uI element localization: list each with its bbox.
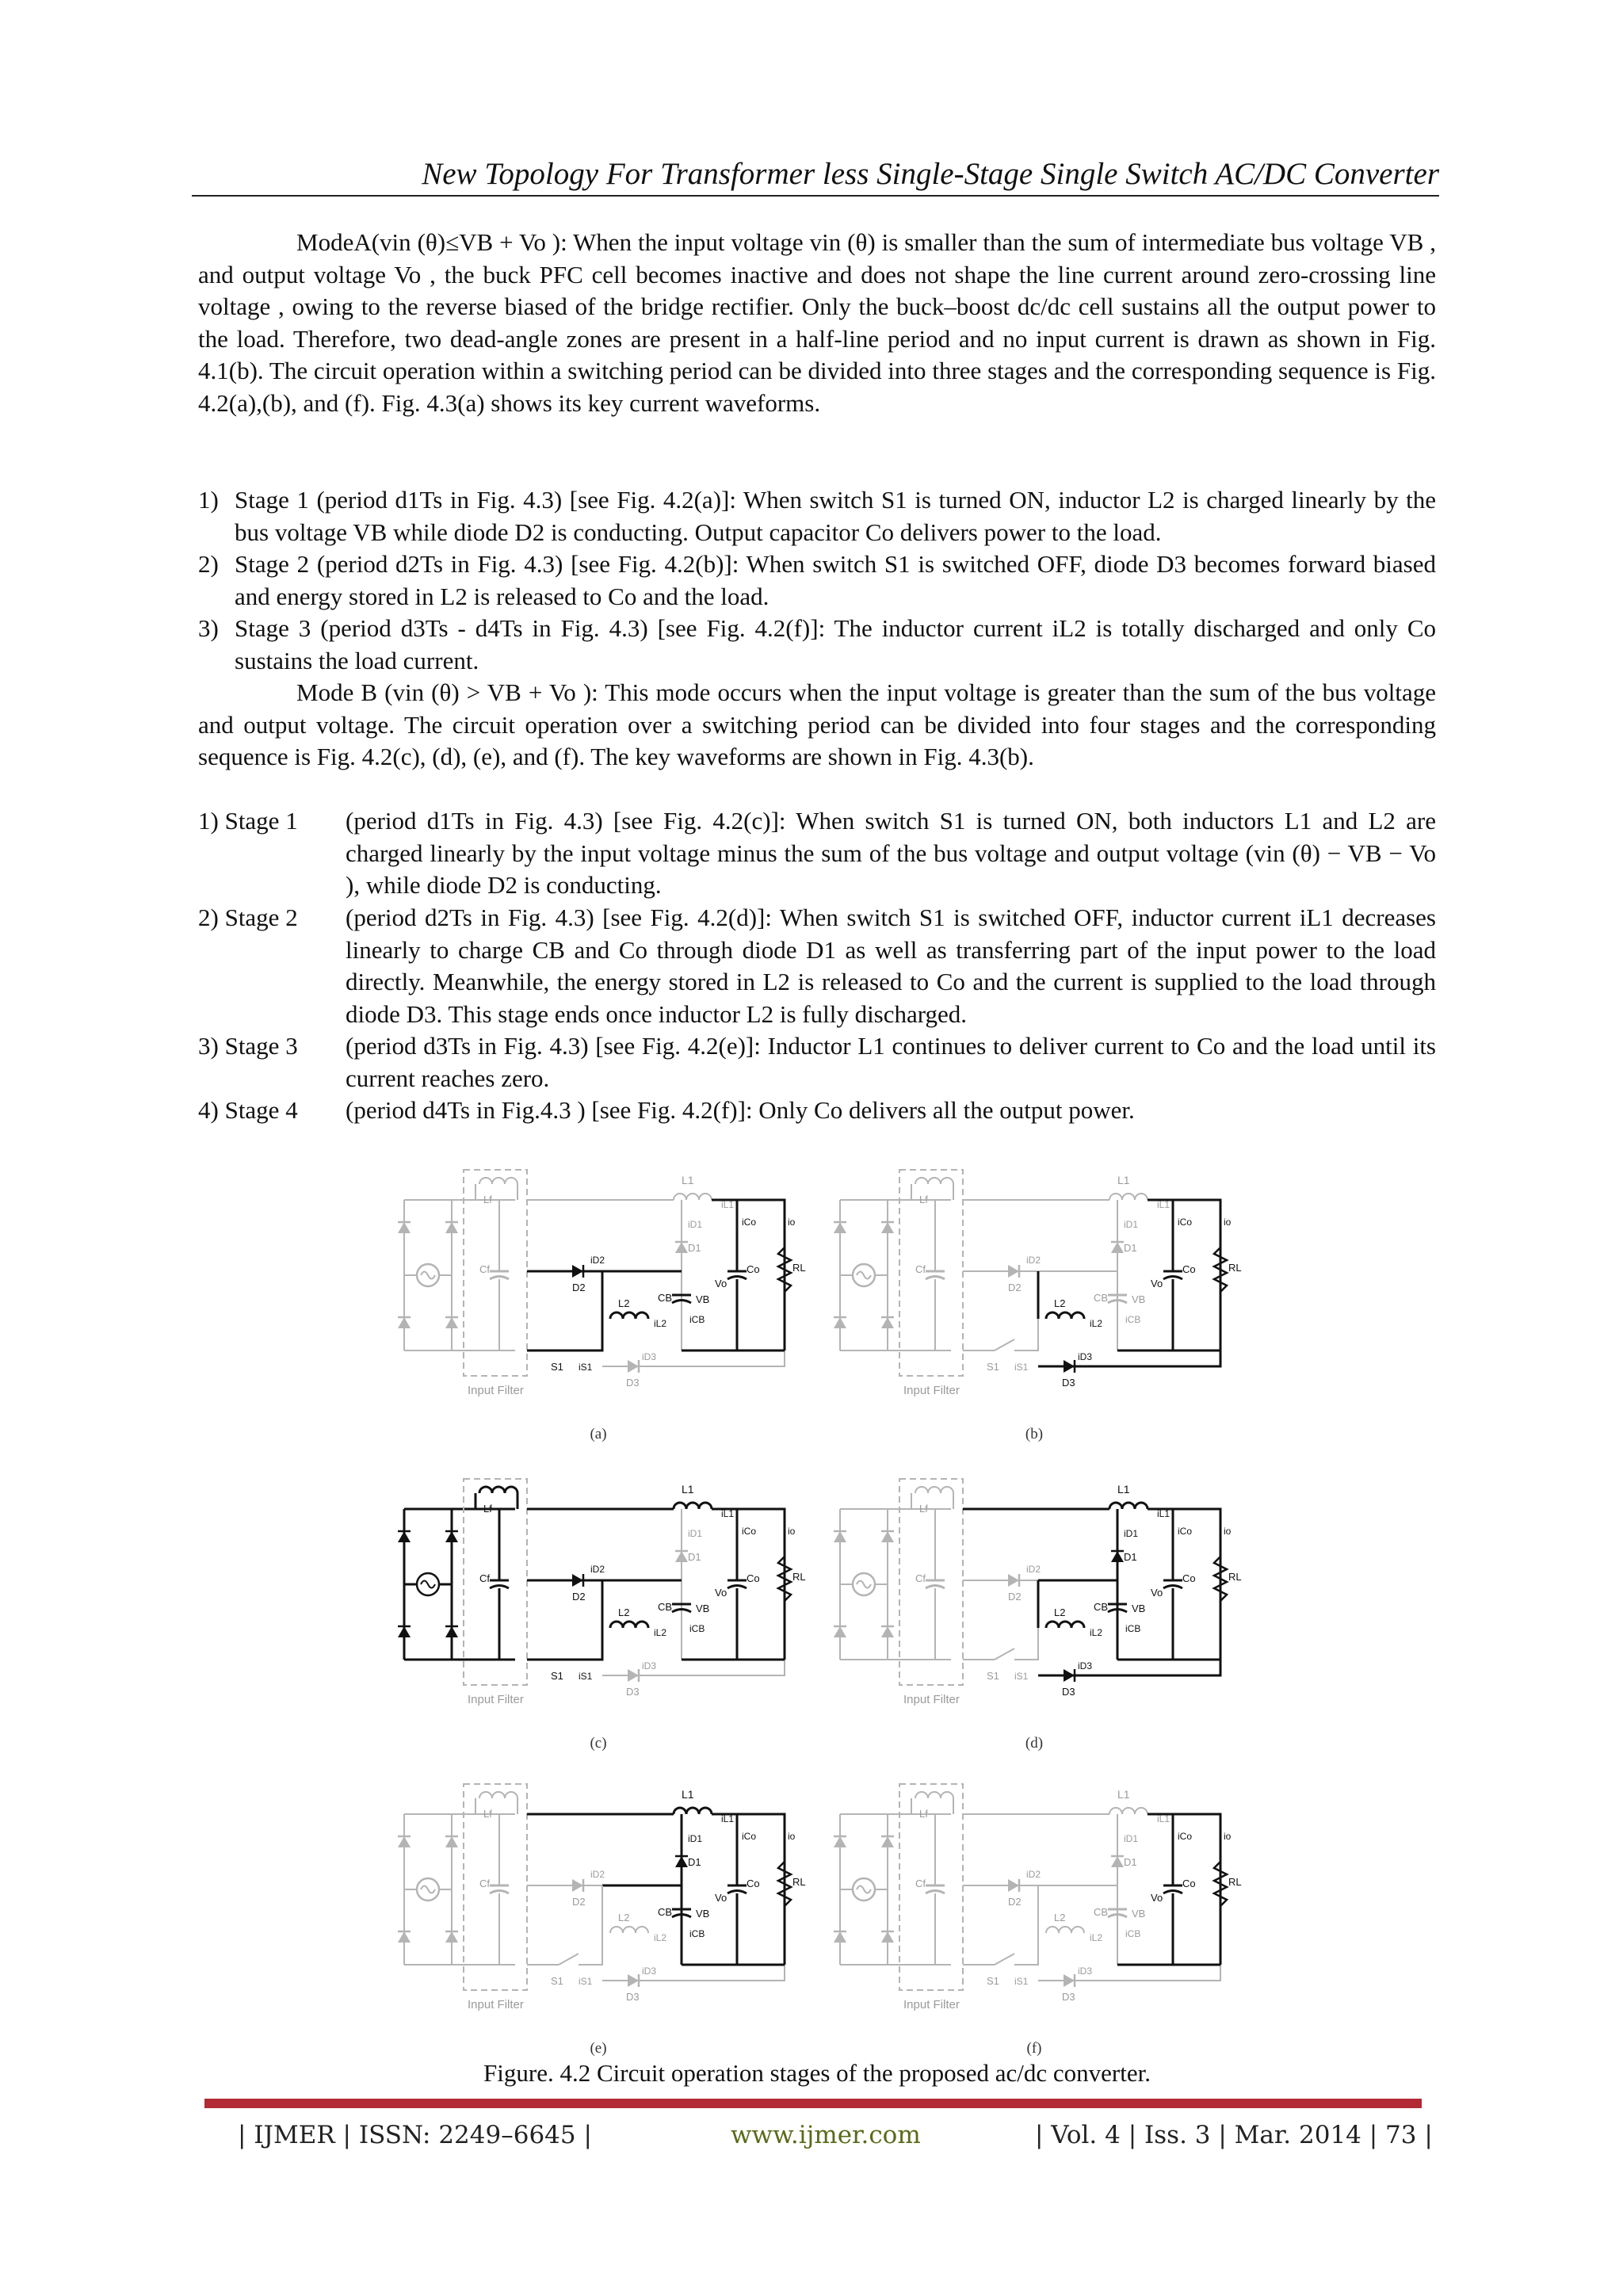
io-label: io: [1224, 1217, 1232, 1228]
d3-label: D3: [1062, 1686, 1075, 1698]
cf-label: Cf: [479, 1878, 490, 1889]
d2-label: D2: [572, 1896, 586, 1908]
id1-label: iD1: [688, 1528, 703, 1539]
d3-label: D3: [1062, 1377, 1075, 1389]
d2-diode: [1008, 1574, 1019, 1587]
footer-bar: [204, 2099, 1422, 2108]
cb-label: CB: [1094, 1601, 1109, 1613]
circuit-diagram: [824, 1767, 1244, 2040]
d3-label: D3: [626, 1377, 640, 1389]
s1-switch: [559, 1954, 579, 1965]
list-number: 3): [198, 614, 219, 642]
input-filter-label: Input Filter: [468, 1384, 524, 1397]
list-text: Stage 2 (period d2Ts in Fig. 4.3) [see Fig. 4.2(b)]: When switch S1 is switched OFF, diode D3 becomes forward biased and energy stored in L2 is released to Co and the load.: [235, 550, 1436, 610]
input-filter-label: Input Filter: [468, 1693, 524, 1706]
d1-label: D1: [688, 1242, 701, 1254]
l1-coil: [1109, 1194, 1148, 1200]
d3-diode: [628, 1974, 639, 1987]
l1-coil: [674, 1503, 712, 1509]
l1-coil: [674, 1808, 712, 1814]
mode-b-stage-1: [198, 805, 1436, 902]
co-cap-plate-bottom: [1163, 1277, 1182, 1280]
il1-label: iL1: [721, 1813, 735, 1824]
s1-right-wire: [1014, 1319, 1038, 1350]
cb-label: CB: [658, 1906, 673, 1918]
id2-label: iD2: [1026, 1255, 1041, 1266]
d2-label: D2: [1008, 1896, 1022, 1908]
io-label: io: [1224, 1526, 1232, 1537]
cb-label: CB: [1094, 1292, 1109, 1304]
icb-label: iCB: [689, 1928, 705, 1939]
bridge-diode-1: [398, 1222, 411, 1233]
icb-label: iCB: [689, 1623, 705, 1634]
d2-diode: [572, 1574, 583, 1587]
cf-label: Cf: [479, 1572, 490, 1584]
bridge-diode-1: [398, 1836, 411, 1847]
ico-label: iCo: [1178, 1217, 1193, 1228]
is1-label: iS1: [1014, 1976, 1029, 1987]
d1-label: D1: [1124, 1242, 1137, 1254]
id3-label: iD3: [642, 1660, 657, 1671]
d2-label: D2: [572, 1282, 586, 1293]
bridge-diode-2: [834, 1626, 846, 1637]
id2-label: iD2: [1026, 1869, 1041, 1880]
lf-label: Lf: [483, 1808, 492, 1820]
l1-coil: [1109, 1808, 1148, 1814]
id2-label: iD2: [590, 1869, 605, 1880]
bridge-diode-2: [834, 1931, 846, 1943]
cf-label: Cf: [915, 1263, 926, 1275]
id1-label: iD1: [1124, 1833, 1139, 1844]
l1-label: L1: [1117, 1174, 1130, 1186]
co-label: Co: [1182, 1263, 1196, 1275]
d2-label: D2: [572, 1591, 586, 1603]
d1-diode: [1111, 1551, 1124, 1562]
panel-label: (c): [590, 1735, 607, 1752]
il1-label: iL1: [1157, 1813, 1170, 1824]
vb-label: VB: [696, 1908, 710, 1920]
il2-label: iL2: [1090, 1318, 1103, 1329]
input-filter-label: Input Filter: [903, 1384, 960, 1397]
id1-label: iD1: [688, 1833, 703, 1844]
il2-label: iL2: [1090, 1627, 1103, 1638]
l2-coil: [1046, 1312, 1084, 1319]
stage-text: (period d2Ts in Fig. 4.3) [see Fig. 4.2(d)]: When switch S1 is switched OFF, inductor current iL1 decreases linearly to charge CB and Co through diode D1 as well as transferring part of the input power to the load directly. Meanwhile, the energy stored in L2 is released to Co and the current is supplied to the load through diode D3. This stage ends once inductor L2 is fully discharged.: [346, 904, 1436, 1028]
co-cap-plate-bottom: [1163, 1586, 1182, 1589]
is1-label: iS1: [1014, 1362, 1029, 1373]
lf-coil: [479, 1487, 517, 1493]
list-number: 1): [198, 486, 219, 514]
l1-coil: [674, 1194, 712, 1200]
bridge-diode-2: [398, 1317, 411, 1328]
cf-label: Cf: [915, 1572, 926, 1584]
mode-b-stage-4: [198, 1095, 1436, 1127]
s1-right-wire: [579, 1319, 602, 1350]
bridge-diode-3: [445, 1836, 458, 1847]
icb-label: iCB: [689, 1314, 705, 1325]
co-label: Co: [1182, 1572, 1196, 1584]
d2-diode: [1008, 1879, 1019, 1892]
vo-label: Vo: [1151, 1892, 1163, 1904]
ico-label: iCo: [1178, 1831, 1193, 1842]
bridge-diode-3: [881, 1531, 894, 1542]
cb-label: CB: [658, 1292, 673, 1304]
bridge-diode-2: [834, 1317, 846, 1328]
bridge-diode-1: [834, 1222, 846, 1233]
d1-diode: [1111, 1856, 1124, 1867]
panel-label: (a): [590, 1426, 607, 1442]
vo-label: Vo: [1151, 1587, 1163, 1599]
d3-label: D3: [1062, 1991, 1075, 2003]
is1-label: iS1: [579, 1671, 593, 1682]
bridge-diode-4: [445, 1931, 458, 1943]
lf-coil: [915, 1487, 953, 1493]
id2-label: iD2: [590, 1564, 605, 1575]
d2-label: D2: [1008, 1591, 1022, 1603]
s1-label: S1: [551, 1975, 563, 1987]
vo-label: Vo: [715, 1892, 727, 1904]
s1-switch: [995, 1954, 1014, 1965]
io-label: io: [788, 1526, 796, 1537]
id3-label: iD3: [642, 1351, 657, 1362]
stage-label: 3) Stage 3: [198, 1032, 298, 1060]
cf-cap-plate-bottom: [926, 1891, 945, 1894]
bridge-diode-1: [834, 1836, 846, 1847]
vb-label: VB: [696, 1603, 710, 1614]
l2-label: L2: [618, 1912, 630, 1924]
rl-label: RL: [792, 1262, 806, 1274]
co-label: Co: [1182, 1878, 1196, 1889]
input-filter-label: Input Filter: [468, 1998, 524, 2011]
panel-label: (d): [1025, 1735, 1044, 1752]
l2-coil: [1046, 1927, 1084, 1933]
circuit-diagram: [388, 1461, 808, 1735]
d2-diode: [1008, 1265, 1019, 1278]
mode-b-stage-3: [198, 1030, 1436, 1095]
id1-label: iD1: [1124, 1219, 1139, 1230]
bridge-diode-3: [445, 1222, 458, 1233]
mode-a-stage-1: [198, 484, 1436, 548]
d1-label: D1: [688, 1551, 701, 1563]
vb-label: VB: [1132, 1293, 1146, 1305]
vo-label: Vo: [715, 1587, 727, 1599]
running-header: New Topology For Transformer less Single-Stage Single Switch AC/DC Converter: [422, 157, 1439, 191]
panel-label: (b): [1025, 1426, 1044, 1442]
io-label: io: [1224, 1831, 1232, 1842]
mode-b-stage-2: [198, 902, 1436, 1030]
d1-diode: [675, 1242, 688, 1253]
input-filter-label: Input Filter: [903, 1998, 960, 2011]
icb-label: iCB: [1125, 1623, 1141, 1634]
vo-label: Vo: [1151, 1278, 1163, 1289]
stage-label: 4) Stage 4: [198, 1096, 298, 1124]
d1-label: D1: [688, 1856, 701, 1868]
bridge-diode-3: [881, 1836, 894, 1847]
l2-label: L2: [1054, 1297, 1066, 1309]
mode-b-paragraph: Mode B (vin (θ) > VB + Vo ): This mode occurs when the input voltage is greater than the sum of the bus voltage and output voltage. The circuit operation over a switching period can be divided into four stages and the corresponding sequence is Fig. 4.2(c), (d), (e), and (f). The key waveforms are shown in Fig. 4.3(b).: [198, 678, 1436, 770]
l2-coil: [610, 1927, 648, 1933]
co-cap-plate-bottom: [727, 1586, 747, 1589]
s1-right-wire: [579, 1933, 602, 1965]
vb-label: VB: [1132, 1908, 1146, 1920]
ico-label: iCo: [742, 1526, 757, 1537]
lf-label: Lf: [919, 1808, 928, 1820]
rl-label: RL: [792, 1876, 806, 1888]
s1-label: S1: [551, 1670, 563, 1682]
mode-a-stage-2: [198, 548, 1436, 613]
circuit-panel-f: [824, 1767, 1244, 2060]
il2-label: iL2: [654, 1318, 667, 1329]
input-filter-label: Input Filter: [903, 1693, 960, 1706]
footer-url[interactable]: www.ijmer.com: [731, 2121, 921, 2149]
id2-label: iD2: [1026, 1564, 1041, 1575]
bridge-diode-4: [445, 1317, 458, 1328]
d3-diode: [1064, 1974, 1075, 1987]
panel-label: (e): [590, 2040, 607, 2057]
lf-coil: [915, 1792, 953, 1798]
bridge-diode-2: [398, 1931, 411, 1943]
list-number: 2): [198, 550, 219, 578]
id3-label: iD3: [1078, 1351, 1093, 1362]
lf-label: Lf: [919, 1194, 928, 1205]
l2-label: L2: [1054, 1912, 1066, 1924]
list-text: Stage 3 (period d3Ts - d4Ts in Fig. 4.3) [see Fig. 4.2(f)]: The inductor current iL2 is totally discharged and only Co sustains the load current.: [235, 614, 1436, 674]
ico-label: iCo: [742, 1217, 757, 1228]
d3-diode: [628, 1360, 639, 1373]
stage-text: (period d1Ts in Fig. 4.3) [see Fig. 4.2(c)]: When switch S1 is turned ON, both inductors L1 and L2 are charged linearly by the input voltage minus the sum of the bus voltage and output voltage (vin (θ) − VB − Vo ), while diode D2 is conducting.: [346, 807, 1436, 899]
mode-a-paragraph: ModeA(vin (θ)≤VB + Vo ): When the input voltage vin (θ) is smaller than the sum of intermediate bus voltage VB , and output voltage Vo , the buck PFC cell becomes inactive and does not shape the line current around zero-crossing line voltage , owing to the reverse biased of the bridge rectifier. Only the buck–boost dc/dc cell sustains all the output power to the load. Therefore, two dead-angle zones are present in a half-line period and no input current is drawn as shown in Fig. 4.1(b). The circuit operation within a switching period can be divided into three stages and the corresponding sequence is Fig. 4.2(a),(b), and (f). Fig. 4.3(a) shows its key current waveforms.: [198, 228, 1436, 417]
bridge-diode-3: [881, 1222, 894, 1233]
co-label: Co: [747, 1263, 760, 1275]
id3-label: iD3: [1078, 1966, 1093, 1977]
bridge-diode-4: [881, 1626, 894, 1637]
stage-label: 2) Stage 2: [198, 904, 298, 931]
circuit-panel-d: [824, 1461, 1244, 1755]
lf-coil: [915, 1178, 953, 1184]
cb-label: CB: [658, 1601, 673, 1613]
s1-right-wire: [1014, 1628, 1038, 1660]
l2-label: L2: [1054, 1606, 1066, 1618]
header-rule: [192, 195, 1439, 197]
co-label: Co: [747, 1572, 760, 1584]
id2-label: iD2: [590, 1255, 605, 1266]
lf-coil: [479, 1792, 517, 1798]
mode-a-stage-3: [198, 613, 1436, 677]
s1-right-wire: [1014, 1933, 1038, 1965]
cf-label: Cf: [915, 1878, 926, 1889]
d3-diode: [1064, 1360, 1075, 1373]
rl-label: RL: [1228, 1876, 1242, 1888]
d1-diode: [1111, 1242, 1124, 1253]
s1-right-wire: [579, 1628, 602, 1660]
lf-label: Lf: [483, 1194, 492, 1205]
cf-cap-plate-bottom: [490, 1277, 509, 1280]
rl-label: RL: [1228, 1262, 1242, 1274]
lf-label: Lf: [919, 1503, 928, 1515]
s1-label: S1: [987, 1975, 999, 1987]
bridge-diode-1: [834, 1531, 846, 1542]
vo-label: Vo: [715, 1278, 727, 1289]
figure-caption: Figure. 4.2 Circuit operation stages of the proposed ac/dc converter.: [483, 2059, 1151, 2087]
bridge-diode-3: [445, 1531, 458, 1542]
footer-journal: | IJMER | ISSN: 2249–6645 |: [238, 2121, 592, 2149]
icb-label: iCB: [1125, 1928, 1141, 1939]
co-label: Co: [747, 1878, 760, 1889]
ico-label: iCo: [1178, 1526, 1193, 1537]
l2-coil: [1046, 1622, 1084, 1628]
co-cap-plate-bottom: [727, 1277, 747, 1280]
is1-label: iS1: [579, 1976, 593, 1987]
panel-label: (f): [1026, 2040, 1042, 2057]
s1-label: S1: [987, 1670, 999, 1682]
circuit-panel-a: [388, 1152, 808, 1446]
il1-label: iL1: [1157, 1508, 1170, 1519]
d3-label: D3: [626, 1991, 640, 2003]
circuit-panel-e: [388, 1767, 808, 2060]
d1-label: D1: [1124, 1856, 1137, 1868]
d1-diode: [675, 1856, 688, 1867]
vb-label: VB: [696, 1293, 710, 1305]
bridge-diode-4: [445, 1626, 458, 1637]
id3-label: iD3: [1078, 1660, 1093, 1671]
circuit-diagram: [824, 1461, 1244, 1735]
l2-label: L2: [618, 1606, 630, 1618]
id3-label: iD3: [642, 1966, 657, 1977]
d3-diode: [1064, 1669, 1075, 1682]
l1-coil: [1109, 1503, 1148, 1509]
il2-label: iL2: [654, 1932, 667, 1943]
co-cap-plate-bottom: [1163, 1891, 1182, 1894]
s1-label: S1: [551, 1361, 563, 1373]
ico-label: iCo: [742, 1831, 757, 1842]
l1-label: L1: [1117, 1483, 1130, 1496]
lf-coil: [479, 1178, 517, 1184]
d2-label: D2: [1008, 1282, 1022, 1293]
lf-label: Lf: [483, 1503, 492, 1515]
cb-label: CB: [1094, 1906, 1109, 1918]
s1-switch: [995, 1339, 1014, 1350]
list-text: Stage 1 (period d1Ts in Fig. 4.3) [see Fig. 4.2(a)]: When switch S1 is turned ON, inductor L2 is charged linearly by the bus voltage VB while diode D2 is conducting. Output capacitor Co delivers power to the load.: [235, 486, 1436, 546]
l1-label: L1: [682, 1788, 694, 1801]
circuit-diagram: [388, 1152, 808, 1426]
il2-label: iL2: [1090, 1932, 1103, 1943]
circuit-figure: [388, 1152, 1244, 2060]
d1-diode: [675, 1551, 688, 1562]
stage-label: 1) Stage 1: [198, 807, 298, 835]
bridge-diode-4: [881, 1317, 894, 1328]
is1-label: iS1: [1014, 1671, 1029, 1682]
l1-label: L1: [682, 1483, 694, 1496]
il1-label: iL1: [721, 1199, 735, 1210]
l2-label: L2: [618, 1297, 630, 1309]
l2-coil: [610, 1622, 648, 1628]
rl-label: RL: [1228, 1571, 1242, 1583]
cf-cap-plate-bottom: [490, 1891, 509, 1894]
d2-diode: [572, 1265, 583, 1278]
d3-diode: [628, 1669, 639, 1682]
vb-label: VB: [1132, 1603, 1146, 1614]
l2-coil: [610, 1312, 648, 1319]
s1-label: S1: [987, 1361, 999, 1373]
l1-label: L1: [1117, 1788, 1130, 1801]
io-label: io: [788, 1831, 796, 1842]
d3-label: D3: [626, 1686, 640, 1698]
stage-text: (period d4Ts in Fig.4.3 ) [see Fig. 4.2(f)]: Only Co delivers all the output power.: [346, 1096, 1135, 1124]
stage-text: (period d3Ts in Fig. 4.3) [see Fig. 4.2(e)]: Inductor L1 continues to deliver current to Co and the load until its current reaches zero.: [346, 1032, 1436, 1092]
cf-cap-plate-bottom: [926, 1277, 945, 1280]
d2-diode: [572, 1879, 583, 1892]
il1-label: iL1: [1157, 1199, 1170, 1210]
cf-cap-plate-bottom: [490, 1586, 509, 1589]
il1-label: iL1: [721, 1508, 735, 1519]
co-cap-plate-bottom: [727, 1891, 747, 1894]
icb-label: iCB: [1125, 1314, 1141, 1325]
d1-label: D1: [1124, 1551, 1137, 1563]
circuit-diagram: [388, 1767, 808, 2040]
id1-label: iD1: [688, 1219, 703, 1230]
rl-label: RL: [792, 1571, 806, 1583]
bridge-diode-1: [398, 1531, 411, 1542]
id1-label: iD1: [1124, 1528, 1139, 1539]
s1-switch: [995, 1648, 1014, 1660]
cf-cap-plate-bottom: [926, 1586, 945, 1589]
cf-label: Cf: [479, 1263, 490, 1275]
l1-label: L1: [682, 1174, 694, 1186]
bridge-diode-4: [881, 1931, 894, 1943]
circuit-diagram: [824, 1152, 1244, 1426]
circuit-panel-b: [824, 1152, 1244, 1446]
circuit-panel-c: [388, 1461, 808, 1755]
il2-label: iL2: [654, 1627, 667, 1638]
bridge-diode-2: [398, 1626, 411, 1637]
io-label: io: [788, 1217, 796, 1228]
is1-label: iS1: [579, 1362, 593, 1373]
footer-issue: | Vol. 4 | Iss. 3 | Mar. 2014 | 73 |: [1035, 2121, 1433, 2149]
